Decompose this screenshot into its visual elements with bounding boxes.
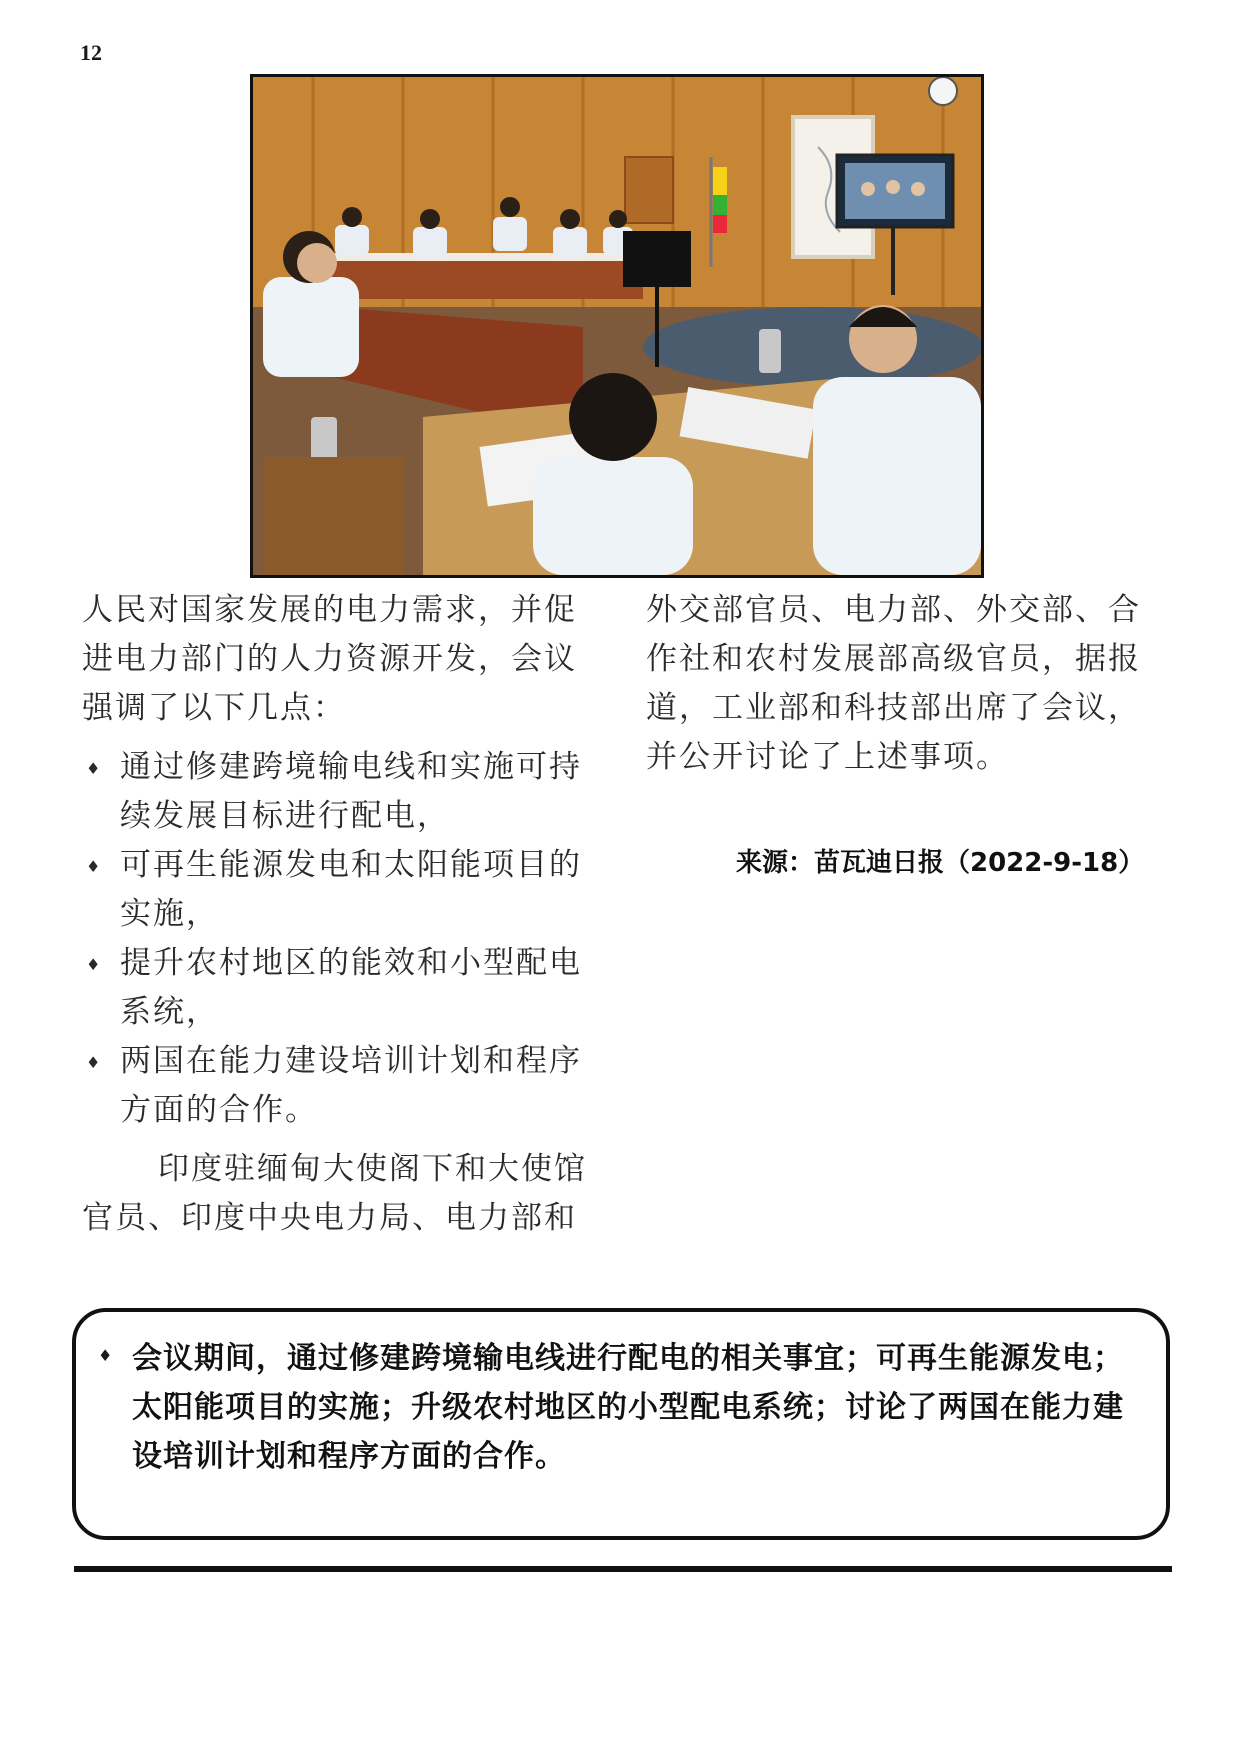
list-item	[82, 743, 604, 841]
key-points-list	[82, 743, 604, 1135]
list-item-text: 可再生能源发电和太阳能项目的实施，	[120, 847, 582, 932]
flag-stripe-yellow	[713, 167, 727, 195]
diamond-bullet-icon: ♦	[86, 1053, 103, 1072]
flag-stripe-green	[713, 195, 727, 215]
participant-left	[263, 277, 359, 377]
page-number: 12	[80, 40, 102, 65]
clock-icon	[929, 77, 957, 105]
list-item-text: 通过修建跨境输电线和实施可持续发展目标进行配电，	[120, 749, 582, 834]
list-item-text: 提升农村地区的能效和小型配电系统，	[120, 945, 582, 1030]
list-item	[82, 841, 604, 939]
meeting-photo	[250, 74, 984, 578]
source-citation: 来源：苗瓦迪日报（2022-9-18）	[736, 848, 1145, 878]
bottom-divider	[74, 1566, 1172, 1572]
meeting-photo-illustration	[253, 77, 981, 575]
list-item	[82, 1037, 604, 1135]
left-intro-paragraph: 人民对国家发展的电力需求，并促进电力部门的人力资源开发，会议强调了以下几点：	[82, 592, 577, 726]
door	[625, 157, 673, 223]
right-column	[646, 586, 1168, 782]
list-item-text: 两国在能力建设培训计划和程序方面的合作。	[120, 1043, 582, 1128]
list-item	[82, 939, 604, 1037]
diamond-bullet-icon: ♦	[86, 759, 103, 778]
diamond-bullet-icon: ♦	[86, 857, 103, 876]
diamond-bullet-icon: ♦	[86, 955, 103, 974]
right-paragraph: 外交部官员、电力部、外交部、合作社和农村发展部高级官员，据报道，工业部和科技部出席了会议，并公开讨论了上述事项。	[646, 592, 1141, 775]
carpet	[643, 307, 981, 387]
participant-front	[533, 457, 693, 575]
left-column	[82, 586, 604, 1243]
summary-text: 会议期间，通过修建跨境输电线进行配电的相关事宜；可再生能源发电；太阳能项目的实施；升级农村地区的小型配电系统；讨论了两国在能力建设培训计划和程序方面的合作。	[132, 1341, 1124, 1474]
flag-stripe-red	[713, 215, 727, 233]
side-table	[263, 457, 403, 575]
left-closing-paragraph: 印度驻缅甸大使阁下和大使馆官员、印度中央电力局、电力部和	[82, 1151, 587, 1236]
tv-monitor	[623, 231, 691, 287]
participant-right	[813, 377, 981, 575]
thermos	[759, 329, 781, 373]
diamond-bullet-icon: ♦	[98, 1346, 113, 1365]
summary-box	[72, 1308, 1170, 1540]
